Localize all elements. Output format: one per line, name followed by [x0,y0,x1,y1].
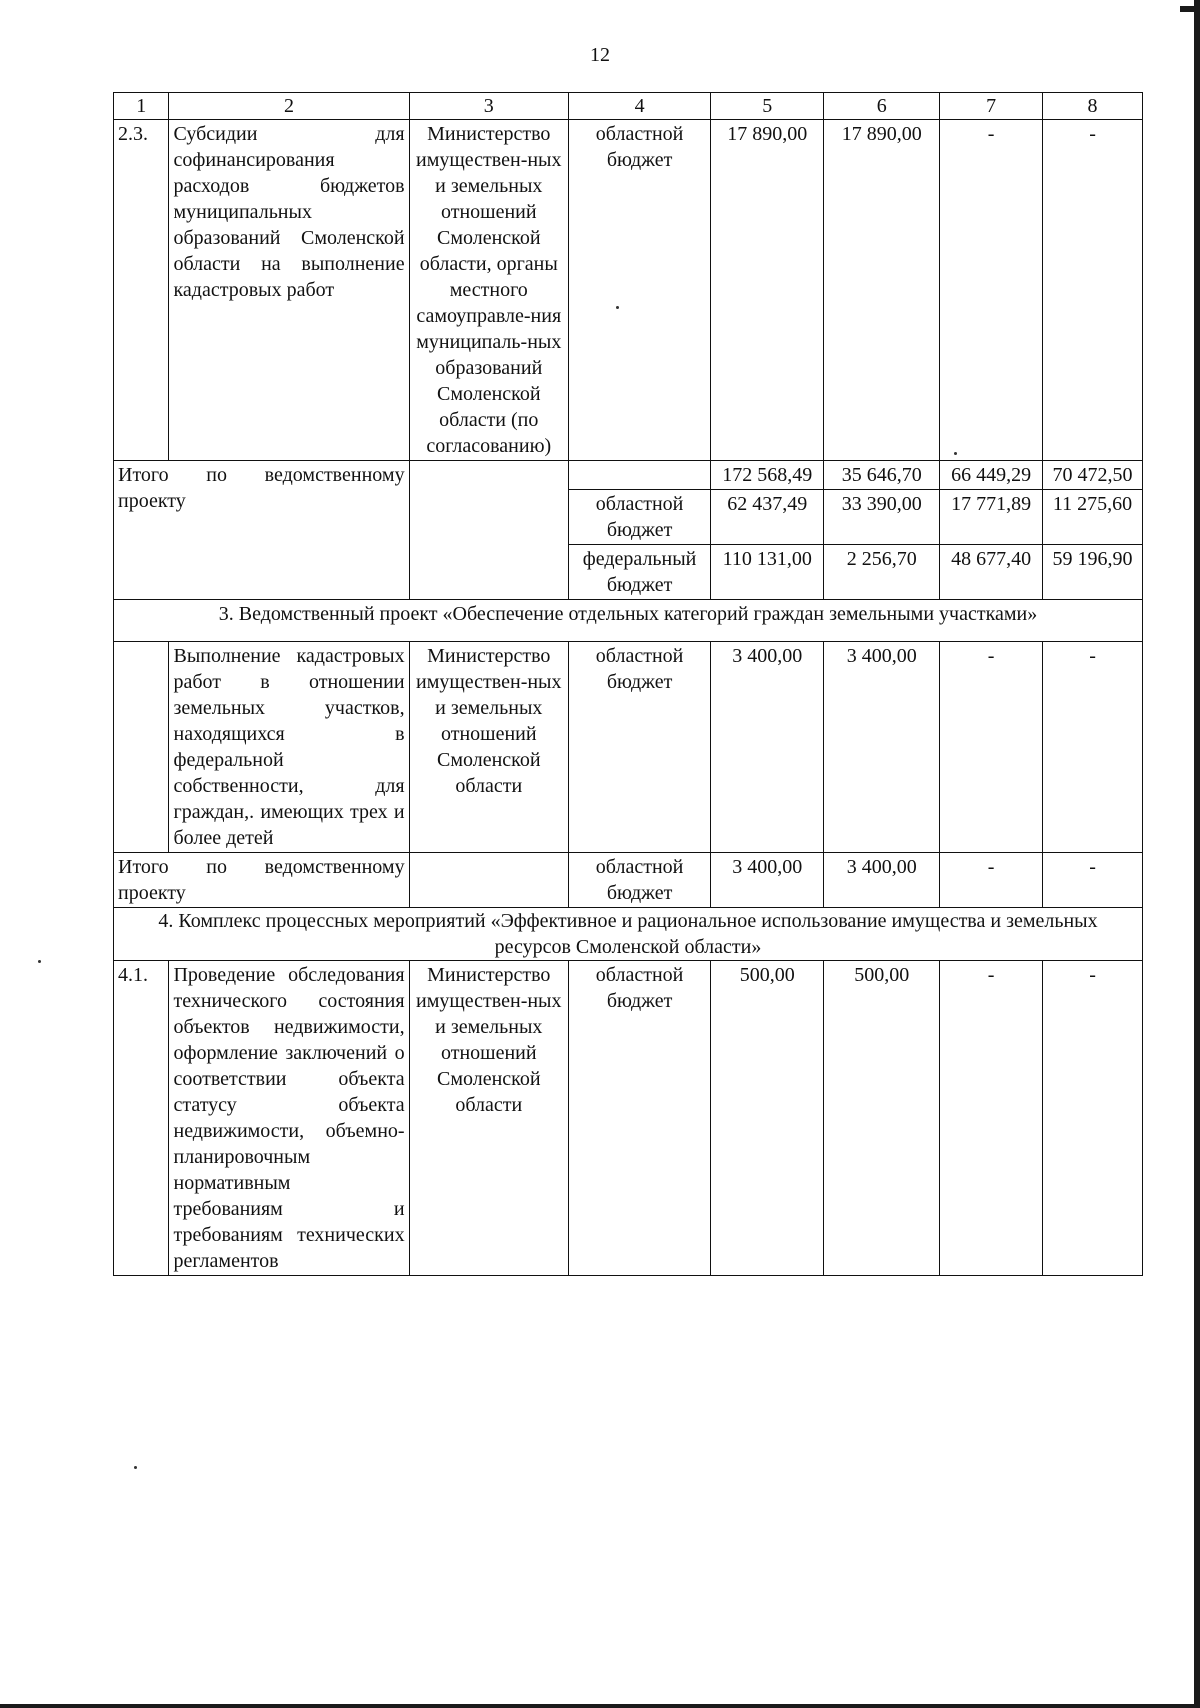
total-row [114,853,1143,908]
header-cell: 7 [940,93,1043,120]
amount-col5: 172 568,49 [711,461,824,490]
header-cell: 6 [824,93,940,120]
table-row [114,120,1143,461]
table-row [114,961,1143,1276]
total-row [114,461,1143,490]
amount-col6: 17 890,00 [824,120,940,461]
amount-col5: 3 400,00 [711,853,824,908]
header-cell: 5 [711,93,824,120]
activity-name: Субсидии для софинансирования расходов бюджетов муниципальных образований Смоленской области на выполнение кадастровых работ [169,120,409,461]
amount-col5: 110 131,00 [711,545,824,600]
amount-col7: - [940,120,1043,461]
table-header-row [114,93,1143,120]
header-cell: 2 [169,93,409,120]
activity-name: Проведение обследования технического состояния объектов недвижимости, оформление заключений о соответствии объекта статусу объекта недвижимости, объемно-планировочным нормативным требованиям и требованиям технических регламентов [169,961,409,1276]
amount-col7: 48 677,40 [940,545,1043,600]
scan-edge [1194,0,1200,1708]
table-row [114,642,1143,853]
amount-col8: - [1043,642,1143,853]
amount-col5: 500,00 [711,961,824,1276]
total-label: Итого по ведомственному проекту [114,461,410,600]
header-cell: 8 [1043,93,1143,120]
amount-col6: 2 256,70 [824,545,940,600]
executor: Министерство имуществен-ных и земельных отношений Смоленской области [409,961,568,1276]
funding-source: областной бюджет [568,853,710,908]
amount-col8: 11 275,60 [1043,490,1143,545]
executor: Министерство имуществен-ных и земельных отношений Смоленской области [409,642,568,853]
funding-source: областной бюджет [568,961,710,1276]
row-number: 2.3. [114,120,169,461]
scan-speck [134,1466,137,1469]
funding-source: федеральный бюджет [568,545,710,600]
amount-col8: - [1043,961,1143,1276]
amount-col5: 17 890,00 [711,120,824,461]
amount-col8: 70 472,50 [1043,461,1143,490]
amount-col5: 3 400,00 [711,642,824,853]
header-cell: 4 [568,93,710,120]
amount-col5: 62 437,49 [711,490,824,545]
funding-source [568,461,710,490]
amount-col7: - [940,642,1043,853]
amount-col7: 66 449,29 [940,461,1043,490]
row-number [114,642,169,853]
activity-name: Выполнение кадастровых работ в отношении земельных участков, находящихся в федеральной собственности, для граждан,. имеющих трех и более детей [169,642,409,853]
funding-source: областной бюджет [568,490,710,545]
total-executor-empty [409,461,568,600]
total-label: Итого по ведомственному проекту [114,853,410,908]
amount-col8: - [1043,120,1143,461]
amount-col7: - [940,961,1043,1276]
amount-col6: 500,00 [824,961,940,1276]
amount-col6: 3 400,00 [824,853,940,908]
row-number: 4.1. [114,961,169,1276]
amount-col7: - [940,853,1043,908]
amount-col6: 3 400,00 [824,642,940,853]
section-heading: 3. Ведомственный проект «Обеспечение отдельных категорий граждан земельными участками» [114,600,1143,642]
amount-col8: - [1043,853,1143,908]
amount-col6: 33 390,00 [824,490,940,545]
scan-speck [38,960,41,963]
section-heading-row [114,908,1143,961]
section-heading-row [114,600,1143,642]
amount-col7: 17 771,89 [940,490,1043,545]
header-cell: 1 [114,93,169,120]
page-number: 12 [590,44,610,66]
funding-source: областной бюджет [568,642,710,853]
header-cell: 3 [409,93,568,120]
scan-edge-bottom [0,1704,1200,1708]
budget-table [113,92,1143,1276]
scan-edge-mark [1180,6,1200,12]
amount-col8: 59 196,90 [1043,545,1143,600]
executor: Министерство имуществен-ных и земельных отношений Смоленской области, органы местного самоуправле-ния муниципаль-ных образований Смоленской области (по согласованию) [409,120,568,461]
total-executor-empty [409,853,568,908]
funding-source: областной бюджет [568,120,710,461]
section-heading: 4. Комплекс процессных мероприятий «Эффективное и рациональное использование имущества и земельных ресурсов Смоленской области» [114,908,1143,961]
amount-col6: 35 646,70 [824,461,940,490]
